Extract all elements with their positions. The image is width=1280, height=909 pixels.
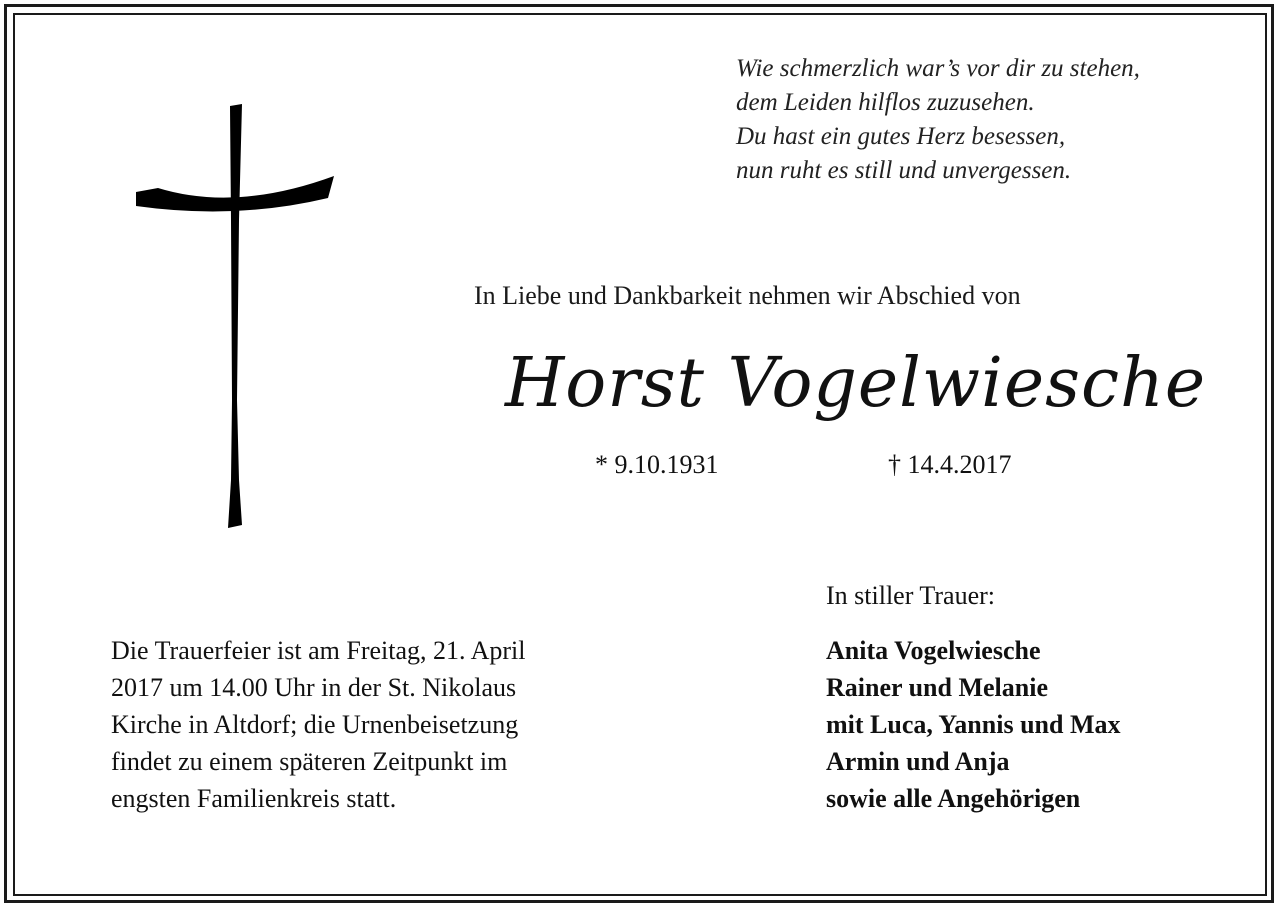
birth-date: * 9.10.1931 bbox=[595, 450, 719, 479]
ceremony-line: Die Trauerfeier ist am Freitag, 21. April bbox=[111, 636, 526, 665]
poem-line: Wie schmerzlich war’s vor dir zu stehen, bbox=[736, 55, 1140, 82]
mourner-name: mit Luca, Yannis und Max bbox=[826, 710, 1121, 739]
cross-icon bbox=[130, 100, 342, 535]
mourner-name: sowie alle Angehörigen bbox=[826, 784, 1081, 813]
deceased-name: Horst Vogelwiesche bbox=[505, 344, 1207, 423]
ceremony-line: 2017 um 14.00 Uhr in der St. Nikolaus bbox=[111, 673, 517, 702]
mourner-name: Anita Vogelwiesche bbox=[826, 636, 1041, 665]
ceremony-line: findet zu einem späteren Zeitpunkt im bbox=[111, 747, 508, 776]
mourners-list bbox=[826, 632, 1121, 817]
poem-line: Du hast ein gutes Herz besessen, bbox=[736, 123, 1066, 150]
mourner-name: Rainer und Melanie bbox=[826, 673, 1048, 702]
ceremony-line: Kirche in Altdorf; die Urnenbeisetzung bbox=[111, 710, 519, 739]
mourner-name: Armin und Anja bbox=[826, 747, 1010, 776]
farewell-intro: In Liebe und Dankbarkeit nehmen wir Abschied von bbox=[474, 281, 1021, 310]
ceremony-line: engsten Familienkreis statt. bbox=[111, 784, 397, 813]
poem-line: nun ruht es still und unvergessen. bbox=[736, 157, 1072, 184]
mourners-heading: In stiller Trauer: bbox=[826, 581, 995, 610]
ceremony-info bbox=[111, 632, 525, 817]
death-date: † 14.4.2017 bbox=[888, 450, 1012, 479]
poem bbox=[736, 52, 1256, 188]
poem-line: dem Leiden hilflos zuzusehen. bbox=[736, 89, 1035, 116]
